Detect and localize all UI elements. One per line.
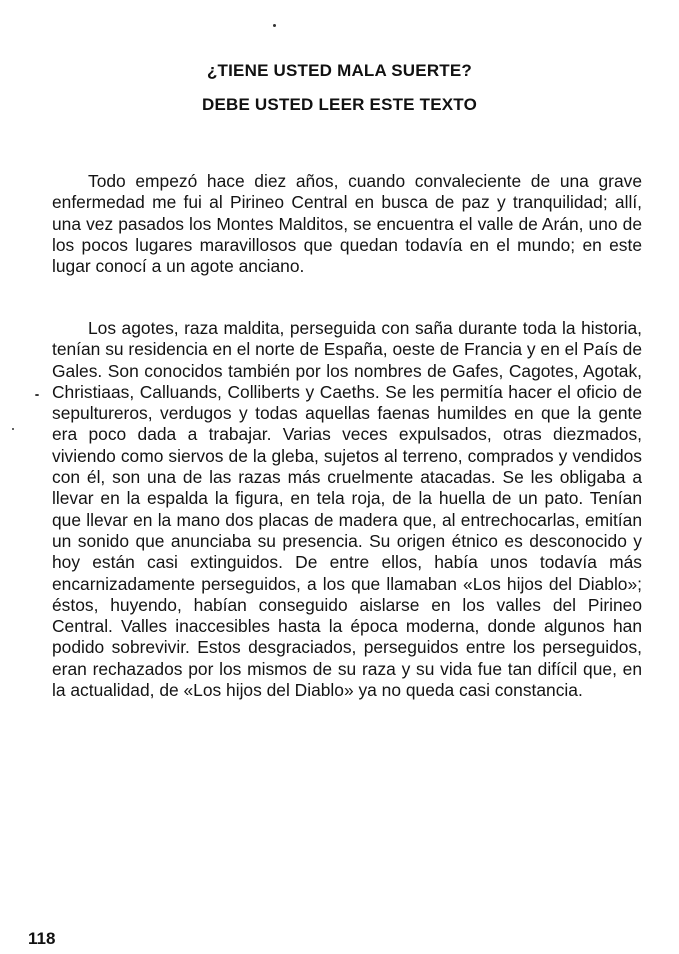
paragraph-1 bbox=[52, 171, 642, 277]
paragraph-1-text: Todo empezó hace diez años, cuando convaleciente de una grave enfermedad me fui al Pirineo Central en busca de paz y tranquilidad; allí, una vez pasados los Montes Malditos, se encuentra el valle de Arán, uno de los pocos lugares maravillosos que quedan todavía en el mundo; en este lugar conocí a un agote anciano. bbox=[52, 171, 642, 277]
scan-speck bbox=[12, 428, 14, 430]
scan-speck bbox=[35, 394, 39, 396]
title-line-2: DEBE USTED LEER ESTE TEXTO bbox=[201, 95, 478, 114]
title-line-1: ¿TIENE USTED MALA SUERTE? bbox=[206, 61, 473, 80]
paragraph-2-text: Los agotes, raza maldita, perseguida con saña durante toda la historia, tenían su residencia en el norte de España, oeste de Francia y en el País de Gales. Son conocidos también por los nombres de Gafes, Cagotes, Agotak, Christiaas, Calluands, Colliberts y Caeths. Se les permitía hacer el oficio de sepultureros, verdugos y todas aquellas faenas humildes en que la gente era poco dada a trabajar. Varias veces expulsados, otras diezmados, viviendo como siervos de la gleba, sujetos al terreno, comprados y vendidos con él, son una de las razas más cruelmente atacadas. Se les obligaba a llevar en la espalda la figura, en tela roja, de la huella de un pato. Tenían que llevar en la mano dos placas de madera que, al entrechocarlas, emitían un sonido que anunciaba su presencia. Su origen étnico es desconocido y hoy están casi extinguidos. De entre ellos, había unos todavía más encarnizadamente perseguidos, a los que llamaban «Los hijos del Diablo»; éstos, huyendo, habían conseguido aislarse en los valles del Pirineo Central. Valles inaccesibles hasta la época moderna, donde algunos han podido sobrevivir. Estos desgraciados, perseguidos entre los perseguidos, eran rechazados por los mismos de su raza y su vida fue tan difícil que, en la actualidad, de «Los hijos del Diablo» ya no queda casi constancia. bbox=[52, 318, 642, 701]
scan-speck bbox=[273, 24, 276, 27]
page-number: 118 bbox=[28, 929, 56, 948]
paragraph-2 bbox=[52, 318, 642, 701]
